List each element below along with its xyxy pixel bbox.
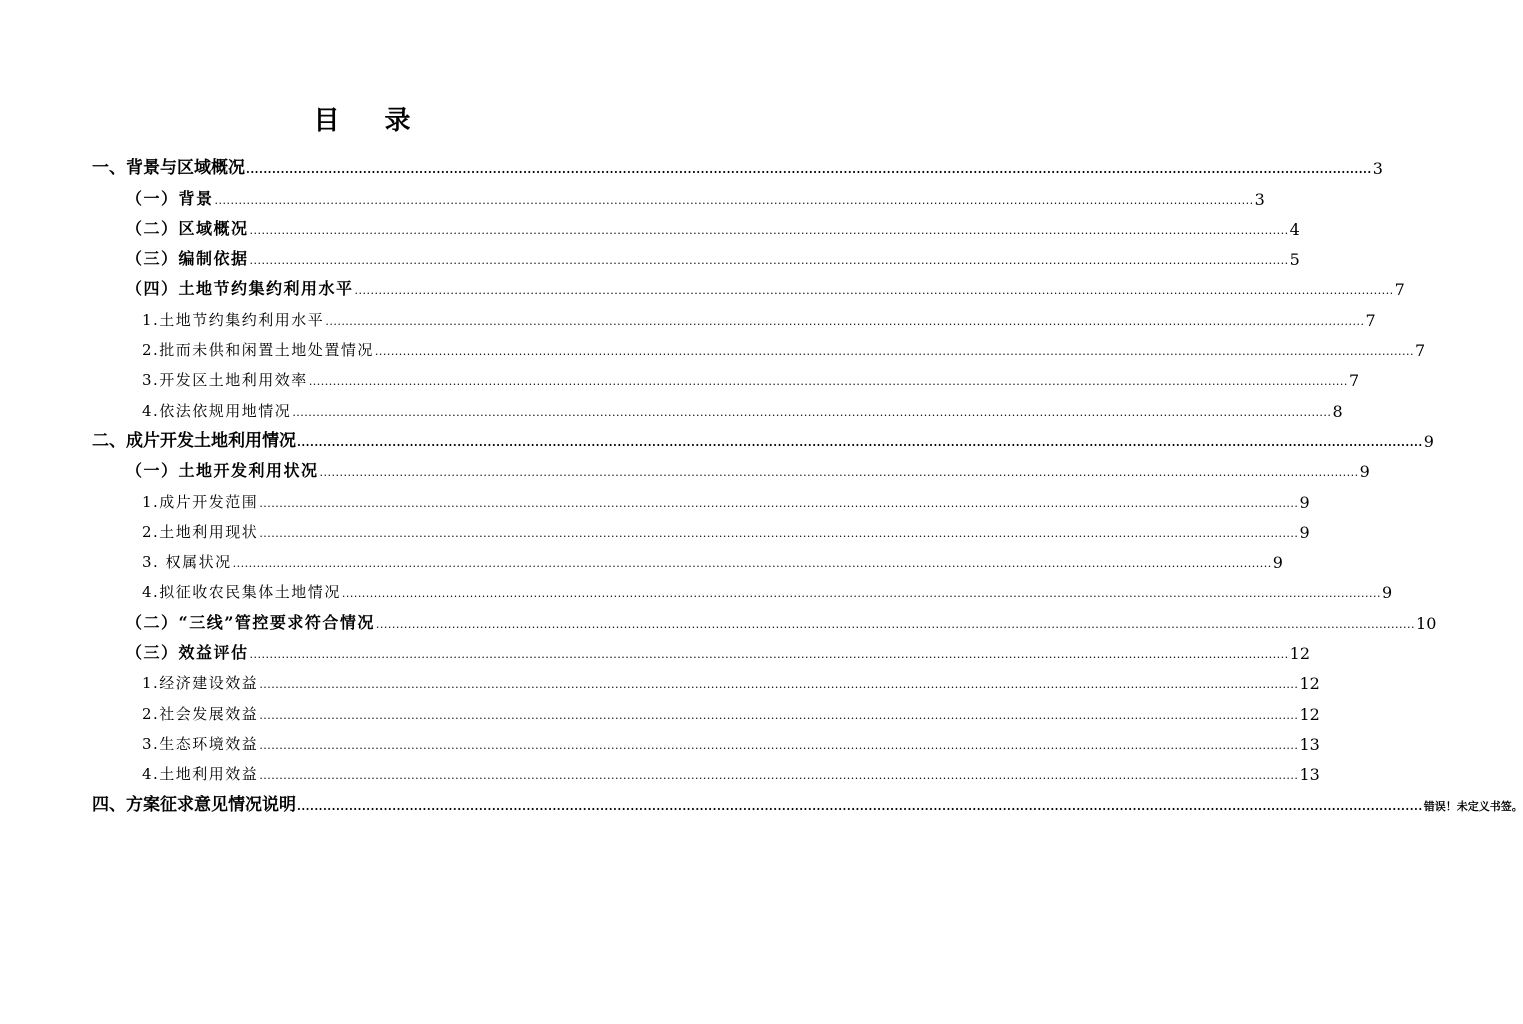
toc-entry[interactable]: [92, 663, 1320, 694]
toc-entry-page-number: 10: [1416, 613, 1437, 633]
toc-entry-label: 4.拟征收农民集体土地情况: [142, 583, 341, 602]
toc-entry-label: （四）土地节约集约利用水平: [126, 279, 354, 299]
toc-entry-page-number: 4: [1289, 219, 1300, 239]
toc-entry-label: 3. 权属状况: [142, 553, 232, 572]
toc-entry[interactable]: [92, 784, 1523, 815]
dot-leader: ....................................................................................................................................................................................................................................................................: [375, 617, 1416, 631]
toc-entry-page-number: 9: [1381, 583, 1393, 603]
toc-entry-page-number: 9: [1359, 462, 1370, 482]
toc-entry[interactable]: [92, 421, 1434, 451]
toc-entry-page-number: 5: [1289, 250, 1300, 270]
dot-leader: ....................................................................................................................................................................................................................................................................: [308, 375, 1348, 389]
dot-leader: ....................................................................................................................................................................................................................................................................: [259, 678, 1299, 692]
dot-leader: ....................................................................................................................................................................................................................................................................: [249, 223, 1289, 237]
toc-entry[interactable]: [92, 693, 1320, 724]
dot-leader: ....................................................................................................................................................................................................................................................................: [259, 496, 1299, 510]
toc-entry-page-number: 错误！未定义书签。: [1423, 799, 1523, 813]
dot-leader: ....................................................................................................................................................................................................................................................................: [246, 163, 1372, 177]
dot-leader: ....................................................................................................................................................................................................................................................................: [214, 193, 1254, 207]
toc-entry-page-number: 3: [1254, 189, 1265, 209]
toc-entry-page-number: 9: [1272, 553, 1283, 573]
toc-entry-page-number: 7: [1394, 280, 1405, 300]
toc-entry[interactable]: [92, 269, 1405, 300]
toc-entry-label: 2.土地利用现状: [142, 522, 259, 541]
toc-entry-label: （三）编制依据: [126, 249, 249, 269]
toc-entry[interactable]: [92, 209, 1300, 239]
dot-leader: ....................................................................................................................................................................................................................................................................: [259, 769, 1299, 783]
toc-entry[interactable]: [92, 754, 1320, 785]
toc-entry-label: （二）区域概况: [126, 218, 249, 238]
dot-leader: ....................................................................................................................................................................................................................................................................: [249, 648, 1289, 662]
toc-entry[interactable]: [92, 602, 1437, 633]
toc-entry-label: 3.生态环境效益: [142, 734, 259, 753]
table-of-contents: [92, 148, 1523, 815]
toc-title: 目 录: [313, 106, 429, 136]
toc-entry-page-number: 13: [1299, 734, 1320, 754]
dot-leader: ....................................................................................................................................................................................................................................................................: [374, 345, 1414, 359]
toc-entry-label: 3.开发区土地利用效率: [142, 371, 308, 390]
toc-entry-page-number: 12: [1289, 644, 1310, 664]
toc-entry-page-number: 8: [1332, 401, 1343, 421]
toc-entry[interactable]: [92, 481, 1310, 512]
toc-entry-label: 1.土地节约集约利用水平: [142, 310, 325, 329]
toc-entry-label: 二、成片开发土地利用情况: [92, 430, 296, 451]
toc-entry-page-number: 12: [1299, 704, 1320, 724]
dot-leader: ....................................................................................................................................................................................................................................................................: [259, 526, 1299, 540]
toc-entry-label: 1.成片开发范围: [142, 492, 259, 511]
toc-entry-label: 1.经济建设效益: [142, 674, 259, 693]
toc-entry-page-number: 12: [1299, 674, 1320, 694]
dot-leader: ....................................................................................................................................................................................................................................................................: [259, 708, 1299, 722]
toc-entry[interactable]: [92, 299, 1376, 330]
toc-entry[interactable]: [92, 572, 1393, 603]
dot-leader: ....................................................................................................................................................................................................................................................................: [297, 799, 1423, 813]
toc-entry[interactable]: [92, 330, 1426, 361]
toc-entry-label: （一）土地开发利用状况: [126, 461, 319, 481]
toc-entry-label: （一）背景: [126, 188, 214, 208]
toc-entry-label: 4.依法依规用地情况: [142, 401, 292, 420]
toc-entry[interactable]: [92, 512, 1310, 542]
toc-entry-page-number: 9: [1299, 492, 1310, 512]
toc-entry[interactable]: [92, 360, 1360, 391]
toc-entry-page-number: 3: [1372, 159, 1383, 179]
toc-entry-label: （二）“三线”管控要求符合情况: [126, 612, 375, 632]
toc-entry-page-number: 9: [1423, 431, 1434, 451]
toc-entry-page-number: 9: [1299, 522, 1310, 542]
toc-entry-page-number: 7: [1348, 371, 1360, 391]
toc-entry[interactable]: [92, 239, 1300, 270]
toc-entry-label: 4.土地利用效益: [142, 765, 259, 784]
toc-entry-label: 一、背景与区域概况: [92, 158, 245, 179]
dot-leader: ....................................................................................................................................................................................................................................................................: [325, 314, 1365, 328]
dot-leader: ....................................................................................................................................................................................................................................................................: [232, 557, 1272, 571]
toc-entry[interactable]: [92, 724, 1320, 754]
toc-entry-label: 2.社会发展效益: [142, 704, 259, 723]
toc-entry[interactable]: [92, 542, 1283, 573]
toc-entry[interactable]: [92, 390, 1343, 421]
dot-leader: ....................................................................................................................................................................................................................................................................: [259, 738, 1299, 752]
toc-entry[interactable]: [92, 451, 1370, 482]
toc-entry[interactable]: [92, 178, 1265, 209]
dot-leader: ....................................................................................................................................................................................................................................................................: [319, 466, 1359, 480]
toc-entry-page-number: 7: [1414, 341, 1426, 361]
toc-entry[interactable]: [92, 148, 1383, 179]
toc-entry-page-number: 7: [1365, 310, 1376, 330]
dot-leader: ....................................................................................................................................................................................................................................................................: [292, 405, 1332, 419]
dot-leader: ....................................................................................................................................................................................................................................................................: [354, 284, 1394, 298]
toc-entry-label: （三）效益评估: [126, 643, 249, 663]
dot-leader: ....................................................................................................................................................................................................................................................................: [297, 435, 1423, 449]
toc-entry[interactable]: [92, 633, 1310, 664]
dot-leader: ....................................................................................................................................................................................................................................................................: [341, 587, 1381, 601]
toc-entry-page-number: 13: [1299, 765, 1320, 785]
toc-entry-label: 四、方案征求意见情况说明: [92, 794, 296, 815]
dot-leader: ....................................................................................................................................................................................................................................................................: [249, 254, 1289, 268]
toc-entry-label: 2.批而未供和闲置土地处置情况: [142, 341, 374, 360]
